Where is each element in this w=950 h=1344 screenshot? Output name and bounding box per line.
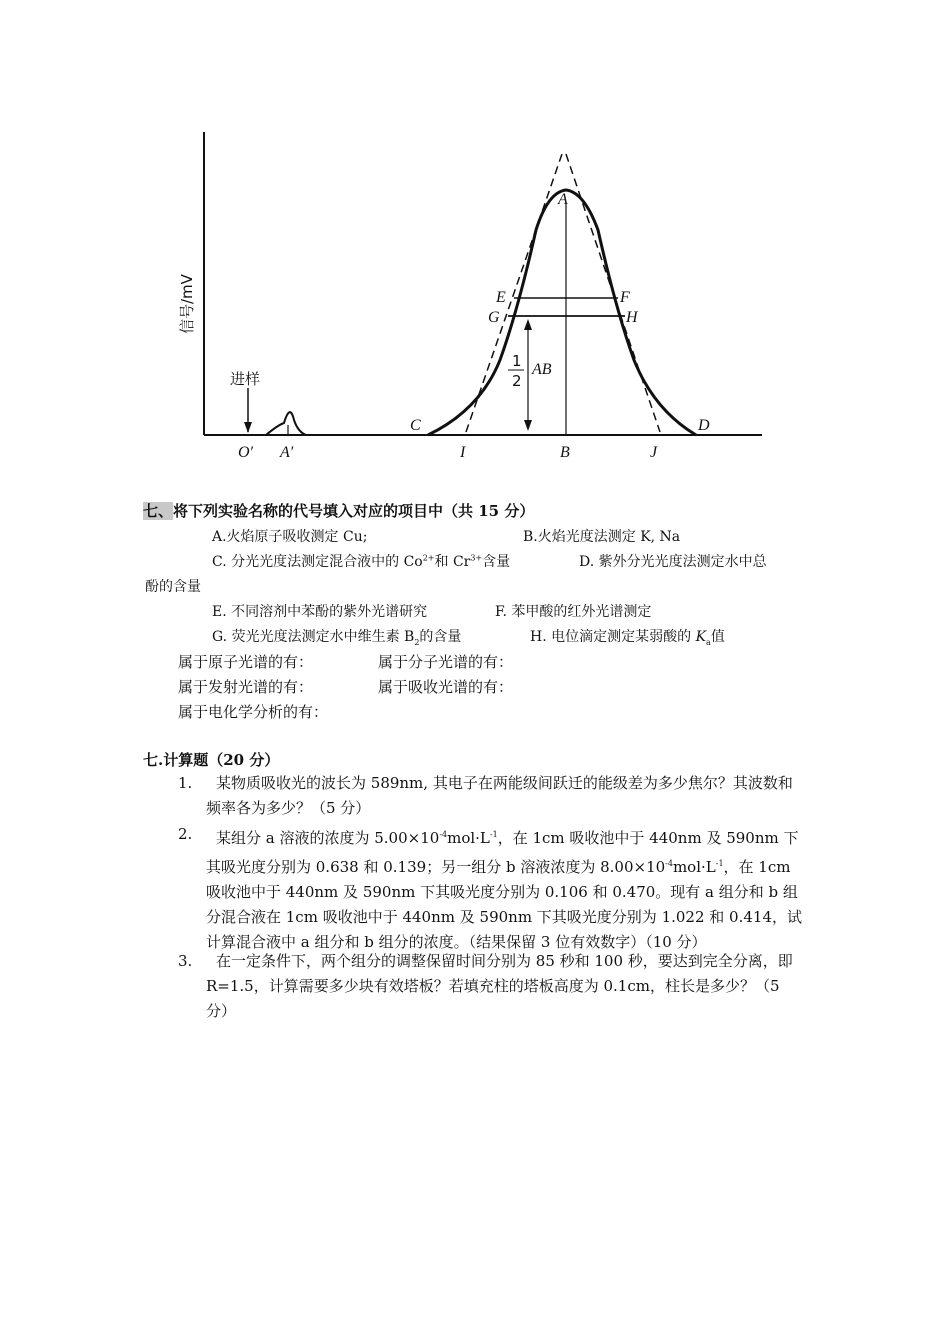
problem-2-text [206, 822, 806, 955]
chromatogram-figure [170, 120, 780, 470]
air-peak [266, 412, 306, 435]
option-h [530, 626, 725, 647]
option-e: E. 不同溶剂中苯酚的紫外光谱研究 [212, 604, 428, 620]
option-g-post: 的含量 [419, 629, 462, 645]
injection-arrowhead [244, 422, 252, 433]
category-molecular: 属于分子光谱的有： [378, 653, 514, 671]
problem-3-text: 在一定条件下，两个组分的调整保留时间分别为 85 秒和 100 秒，要达到完全分离，即 R=1.5，计算需要多少块有效塔板？若填充柱的塔板高度为 0.1cm，柱长是多少？（5 分） [206, 952, 793, 1020]
label-e: E [496, 289, 506, 306]
option-g-pre: G. 荧光光度法测定水中维生素 B [212, 629, 415, 645]
label-o-prime: O′ [238, 444, 254, 461]
problem-2-sup4: -1 [715, 859, 724, 868]
injection-label: 进样 [230, 370, 261, 388]
match-section-heading: 将下列实验名称的代号填入对应的项目中（共 15 分） [173, 502, 535, 520]
category-atomic: 属于原子光谱的有： [178, 653, 314, 671]
problem-2-part4: mol·L [672, 858, 716, 876]
half-arrow-bottom [524, 420, 532, 431]
option-d-line1: D. 紫外分光光度法测定水中总 [579, 554, 767, 570]
option-c-sup2: 3+ [470, 553, 483, 563]
option-c-post: 含量 [482, 554, 511, 570]
problem-2-sup3: -4 [665, 859, 673, 868]
problem-1-number: 1. [178, 774, 193, 792]
half-label-ab: AB [532, 361, 552, 378]
label-i: I [460, 444, 466, 461]
option-c-mid: 和 Cr [434, 554, 471, 570]
option-h-sub: a [706, 637, 711, 647]
half-fraction-den: 2 [512, 372, 522, 390]
option-b: B.火焰光度法测定 K, Na [523, 529, 681, 545]
option-c [212, 551, 510, 571]
y-axis-label: 信号/mV [178, 274, 196, 334]
match-section-title [143, 500, 534, 521]
label-d: D [698, 417, 710, 434]
category-emission: 属于发射光谱的有： [178, 678, 314, 696]
problem-2-part5: ，在 1cm 吸收池中于 440nm 及 590nm 下其吸光度分别为 0.106 和 0.470。现有 a 组分和 b 组分混合液在 1cm 吸收池中于 440nm 及 590nm 下其吸光度分别为 1.022 和 0.414，试计算混合液中 a 组分和 b 组分的浓度。（结果保留 3 位有效数字）（10 分） [206, 858, 802, 951]
label-j: J [650, 444, 658, 461]
option-h-post: 值 [710, 629, 725, 645]
label-b: B [560, 444, 570, 461]
problem-2-number: 2. [178, 825, 193, 843]
option-f: F. 苯甲酸的红外光谱测定 [495, 604, 652, 620]
problem-1-text: 某物质吸收光的波长为 589nm, 其电子在两能级间跃迁的能级差为多少焦尔？其波数和频率各为多少？（5 分） [206, 774, 793, 817]
category-electrochemical: 属于电化学分析的有： [178, 703, 329, 721]
label-g: G [488, 309, 500, 326]
half-fraction-num: 1 [512, 352, 522, 370]
label-a-prime: A′ [280, 444, 294, 461]
option-h-pre: H. 电位滴定测定某弱酸的 [530, 629, 696, 645]
label-h: H [626, 309, 638, 326]
problem-2-part2: mol·L [447, 829, 490, 847]
problem-2-sup2: -1 [489, 830, 498, 839]
option-g-sub: 2 [414, 637, 420, 647]
label-c: C [410, 417, 421, 434]
problem-3-number: 3. [178, 952, 193, 970]
label-a: A [558, 191, 568, 208]
tangent-right [566, 154, 660, 432]
option-a: A.火焰原子吸收测定 Cu; [212, 529, 368, 545]
tangent-left [466, 154, 562, 432]
problem-2-part3: ，在 1cm 吸收池中于 440nm 及 590nm 下其吸光度分别为 0.638 和 0.139；另一组分 b 溶液浓度为 8.00×10 [206, 829, 799, 876]
option-d-line2: 酚的含量 [145, 579, 201, 595]
option-h-k: K [695, 629, 707, 645]
label-f: F [620, 289, 630, 306]
problem-2-sup1: -4 [439, 830, 448, 839]
category-absorption: 属于吸收光谱的有： [378, 678, 514, 696]
option-c-pre: C. 分光光度法测定混合液中的 Co [212, 554, 423, 570]
half-arrow-top [524, 319, 532, 330]
calc-section-title: 七.计算题（20 分） [143, 751, 280, 769]
problem-2-part1: 某组分 a 溶液的浓度为 5.00×10 [216, 829, 440, 847]
main-peak [428, 190, 696, 435]
option-g [212, 626, 461, 647]
match-section-prefix: 七、 [143, 502, 174, 520]
option-c-sup1: 2+ [422, 553, 435, 563]
